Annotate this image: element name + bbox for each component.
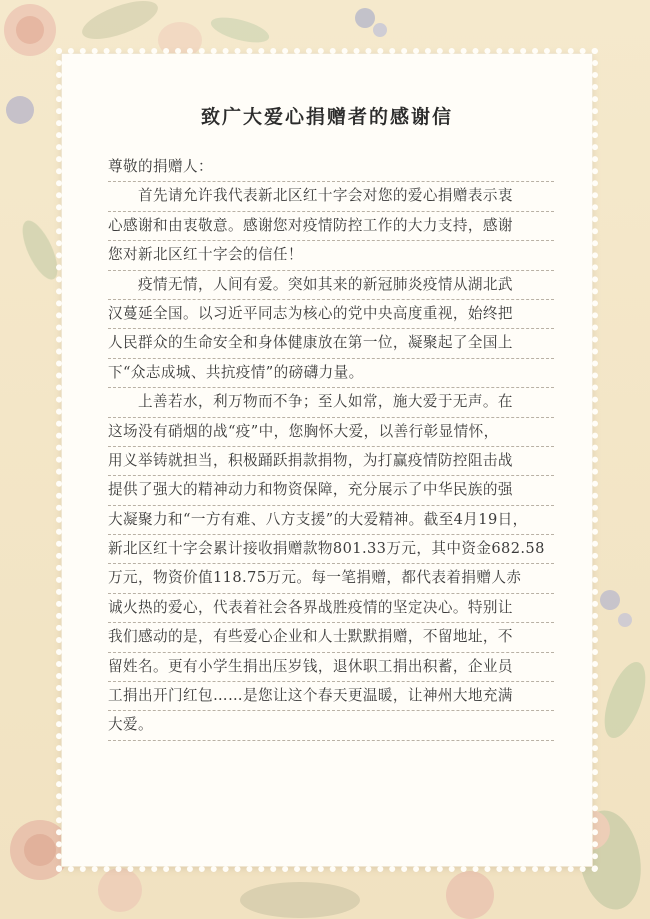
letter-line: 您对新北区红十字会的信任！ [108,241,554,270]
letter-line: 人民群众的生命安全和身体健康放在第一位，凝聚起了全国上 [108,329,554,358]
letter-line: 提供了强大的精神动力和物资保障，充分展示了中华民族的强 [108,476,554,505]
letter-line: 工捐出开门红包……是您让这个春天更温暖，让神州大地充满 [108,682,554,711]
letter-line: 首先请允许我代表新北区红十字会对您的爱心捐赠表示衷 [108,182,554,211]
letter-title: 致广大爱心捐赠者的感谢信 [200,106,453,128]
letter-line: 留姓名。更有小学生捐出压岁钱，退休职工捐出积蓄，企业员 [108,653,554,682]
letter-line: 用义举铸就担当，积极踊跃捐款捐物，为打赢疫情防控阻击战 [108,447,554,476]
letter-line: 这场没有硝烟的战“疫”中，您胸怀大爱，以善行彰显情怀， [108,418,554,447]
letter-line: 汉蔓延全国。以习近平同志为核心的党中央高度重视，始终把 [108,300,554,329]
letter-paper [62,54,592,866]
letter-line: 我们感动的是，有些爱心企业和人士默默捐赠，不留地址，不 [108,623,554,652]
letter-body [108,153,554,741]
letter-line: 万元，物资价值118.75万元。每一笔捐赠，都代表着捐赠人赤 [108,564,554,593]
letter-line: 诚火热的爱心，代表着社会各界战胜疫情的坚定决心。特别让 [108,594,554,623]
letter-line: 上善若水，利万物而不争；至人如常，施大爱于无声。在 [108,388,554,417]
letter-line: 尊敬的捐赠人： [108,153,554,182]
letter-line: 下“众志成城、共抗疫情”的磅礴力量。 [108,359,554,388]
letter-line: 心感谢和由衷敬意。感谢您对疫情防控工作的大力支持，感谢 [108,212,554,241]
letter-line: 大凝聚力和“一方有难、八方支援”的大爱精神。截至4月19日， [108,506,554,535]
letter-line: 疫情无情，人间有爱。突如其来的新冠肺炎疫情从湖北武 [108,271,554,300]
letter-line: 新北区红十字会累计接收捐赠款物801.33万元，其中资金682.58 [108,535,554,564]
letter-line: 大爱。 [108,711,554,740]
